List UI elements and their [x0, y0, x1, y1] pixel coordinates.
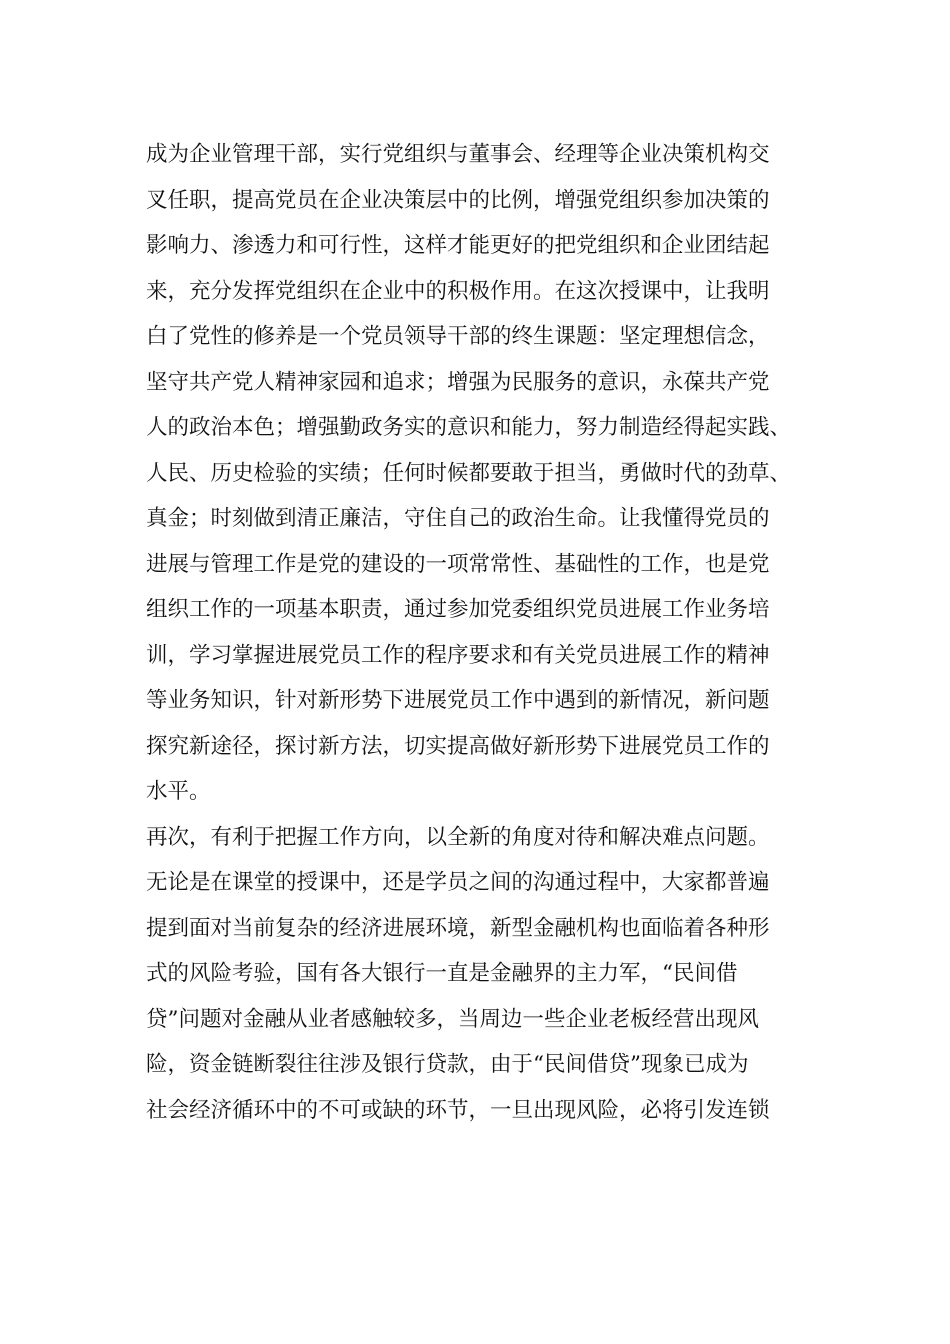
text-line: 白了党性的修养是一个党员领导干部的终生课题：坚定理想信念， — [146, 324, 770, 349]
text-line: 组织工作的一项基本职责，通过参加党委组织党员进展工作业务培 — [146, 597, 770, 622]
text-line: 再次，有利于把握工作方向，以全新的角度对待和解决难点问题。 — [146, 824, 770, 850]
text-line: 人的政治本色；增强勤政务实的意识和能力，努力制造经得起实践、 — [146, 415, 792, 440]
text-line: 式的风险考验，国有各大银行一直是金融界的主力军，“民间借 — [146, 961, 738, 986]
text-line: 贷”问题对金融从业者感触较多，当周边一些企业老板经营出现风 — [146, 1006, 759, 1032]
text-line: 影响力、渗透力和可行性，这样才能更好的把党组织和企业团结起 — [146, 233, 770, 258]
text-line: 探究新途径，探讨新方法，切实提高做好新形势下进展党员工作的 — [146, 733, 770, 759]
text-line: 坚守共产党人精神家园和追求；增强为民服务的意识，永葆共产党 — [146, 369, 770, 395]
text-line: 成为企业管理干部，实行党组织与董事会、经理等企业决策机构交 — [146, 142, 770, 167]
text-line: 等业务知识，针对新形势下进展党员工作中遇到的新情况，新问题 — [146, 688, 770, 713]
text-line: 水平。 — [146, 779, 211, 804]
text-line: 无论是在课堂的授课中，还是学员之间的沟通过程中，大家都普遍 — [146, 870, 770, 895]
text-line: 进展与管理工作是党的建设的一项常常性、基础性的工作，也是党 — [146, 551, 770, 577]
text-line: 来，充分发挥党组织在企业中的积极作用。在这次授课中，让我明 — [146, 278, 770, 304]
text-line: 社会经济循环中的不可或缺的环节，一旦出现风险，必将引发连锁 — [146, 1097, 770, 1123]
text-line: 训，学习掌握进展党员工作的程序要求和有关党员进展工作的精神 — [146, 642, 770, 668]
text-line: 提到面对当前复杂的经济进展环境，新型金融机构也面临着各种形 — [146, 915, 770, 941]
text-line: 人民、历史检验的实绩；任何时候都要敢于担当，勇做时代的劲草、 — [146, 460, 792, 486]
text-line: 真金；时刻做到清正廉洁，守住自己的政治生命。让我懂得党员的 — [146, 506, 770, 531]
text-line: 叉任职，提高党员在企业决策层中的比例，增强党组织参加决策的 — [146, 187, 770, 213]
body-text — [146, 132, 826, 1133]
text-line: 险，资金链断裂往往涉及银行贷款，由于“民间借贷”现象已成为 — [146, 1052, 749, 1077]
